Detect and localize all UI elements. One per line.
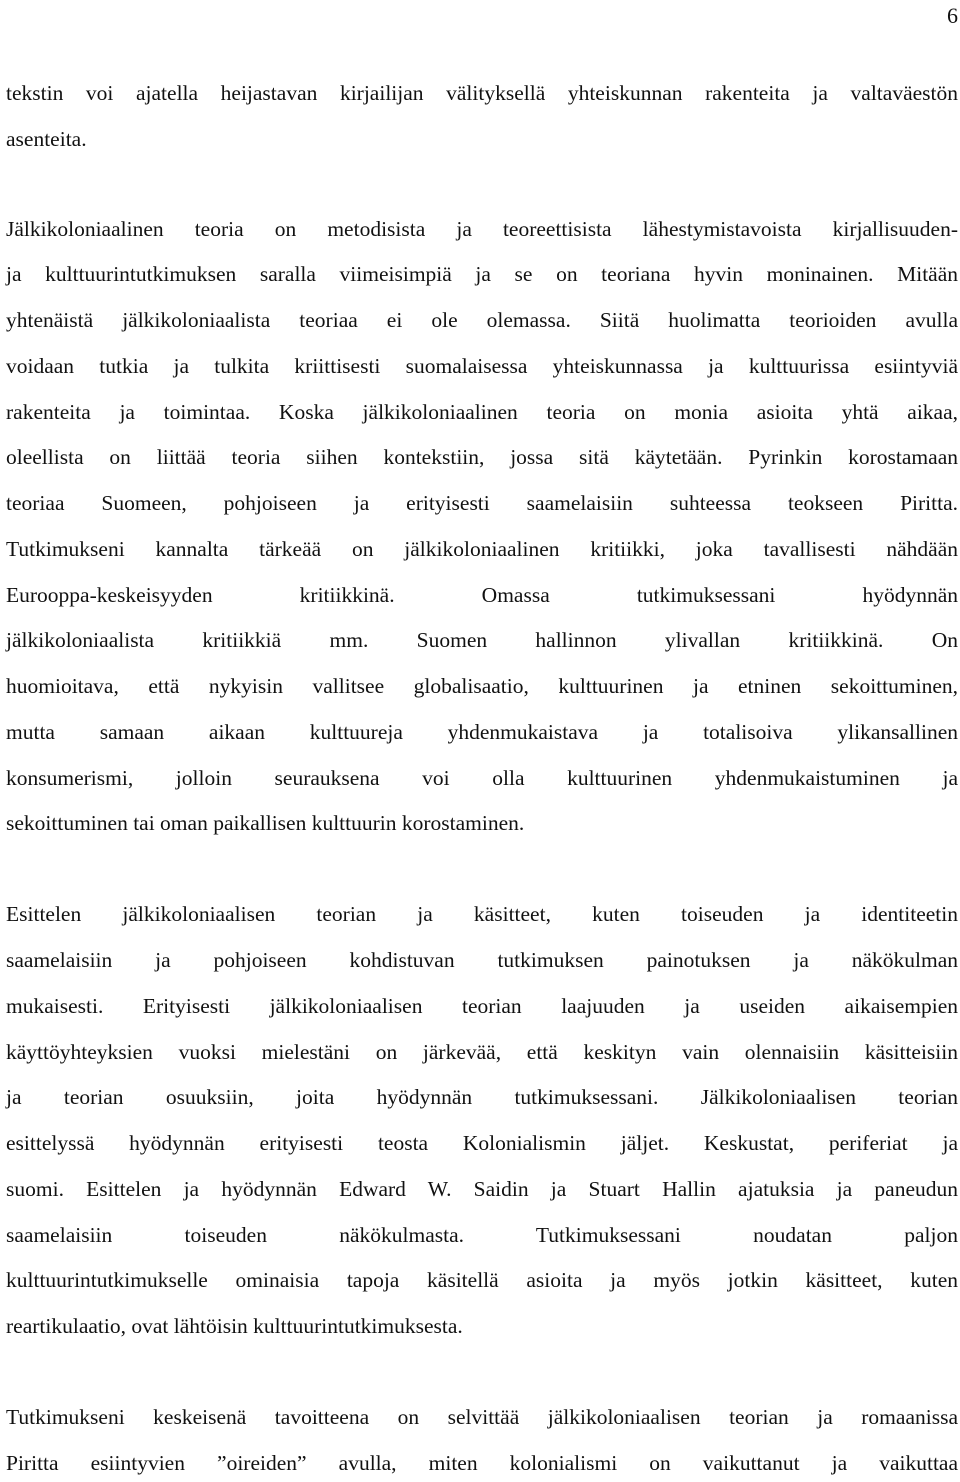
text-line: tekstin voi ajatella heijastavan kirjailijan välityksellä yhteiskunnan rakenteita ja valtaväestön [6, 81, 958, 105]
text-line: saamelaisiin toiseuden näkökulmasta. Tutkimuksessani noudatan paljon [6, 1223, 958, 1247]
text-line: ja kulttuurintutkimuksen saralla viimeisimpiä ja se on teoriana hyvin moninainen. Mitään [6, 262, 958, 286]
text-line: Esittelen jälkikoloniaalisen teorian ja käsitteet, kuten toiseuden ja identiteetin [6, 902, 958, 926]
text-line: Jälkikoloniaalinen teoria on metodisista ja teoreettisista lähestymistavoista kirjallisuuden- [6, 217, 958, 241]
text-line: yhtenäistä jälkikoloniaalista teoriaa ei ole olemassa. Siitä huolimatta teorioiden avulla [6, 308, 958, 332]
text-line: konsumerismi, jolloin seurauksena voi olla kulttuurinen yhdenmukaistuminen ja [6, 766, 958, 790]
text-line: Tutkimukseni keskeisenä tavoitteena on selvittää jälkikoloniaalisen teorian ja romaanissa [6, 1405, 958, 1429]
text-line: mukaisesti. Erityisesti jälkikoloniaalisen teorian laajuuden ja useiden aikaisempien [6, 994, 958, 1018]
text-line: rakenteita ja toimintaa. Koska jälkikoloniaalinen teoria on monia asioita yhtä aikaa, [6, 400, 958, 424]
text-line: voidaan tutkia ja tulkita kriittisesti suomalaisessa yhteiskunnassa ja kulttuurissa esiintyviä [6, 354, 958, 378]
page-number: 6 [947, 3, 958, 28]
text-line: mutta samaan aikaan kulttuureja yhdenmukaistava ja totalisoiva ylikansallinen [6, 720, 958, 744]
text-line: kulttuurintutkimukselle ominaisia tapoja käsitellä asioita ja myös jotkin käsitteet, kuten [6, 1268, 958, 1292]
text-line: sekoittuminen tai oman paikallisen kulttuurin korostaminen. [6, 811, 525, 835]
text-line: saamelaisiin ja pohjoiseen kohdistuvan tutkimuksen painotuksen ja näkökulman [6, 948, 958, 972]
text-line: huomioitava, että nykyisin vallitsee globalisaatio, kulttuurinen ja etninen sekoittuminen, [6, 674, 958, 698]
text-line: oleellista on liittää teoria siihen kontekstiin, jossa sitä käytetään. Pyrinkin korostamaan [6, 445, 958, 469]
text-line: Tutkimukseni kannalta tärkeää on jälkikoloniaalinen kritiikki, joka tavallisesti nähdään [6, 537, 958, 561]
text-line: esittelyssä hyödynnän erityisesti teosta Kolonialismin jäljet. Keskustat, periferiat ja [6, 1131, 958, 1155]
text-line: ja teorian osuuksiin, joita hyödynnän tutkimuksessani. Jälkikoloniaalisen teorian [6, 1085, 958, 1109]
text-line: käyttöyhteyksien vuoksi mielestäni on järkevää, että keskityn vain olennaisiin käsitteisiin [6, 1040, 958, 1064]
text-line: Eurooppa-keskeisyyden kritiikkinä. Omassa tutkimuksessani hyödynnän [6, 583, 958, 607]
text-line: jälkikoloniaalista kritiikkiä mm. Suomen hallinnon ylivallan kritiikkinä. On [6, 628, 958, 652]
text-line: asenteita. [6, 127, 87, 151]
text-line: Piritta esiintyvien ”oireiden” avulla, miten kolonialismi on vaikuttanut ja vaikuttaa [6, 1451, 958, 1475]
text-line: teoriaa Suomeen, pohjoiseen ja erityisesti saamelaisiin suhteessa teokseen Piritta. [6, 491, 958, 515]
text-line: reartikulaatio, ovat lähtöisin kulttuurintutkimuksesta. [6, 1314, 463, 1338]
text-line: suomi. Esittelen ja hyödynnän Edward W. Saidin ja Stuart Hallin ajatuksia ja paneudun [6, 1177, 958, 1201]
